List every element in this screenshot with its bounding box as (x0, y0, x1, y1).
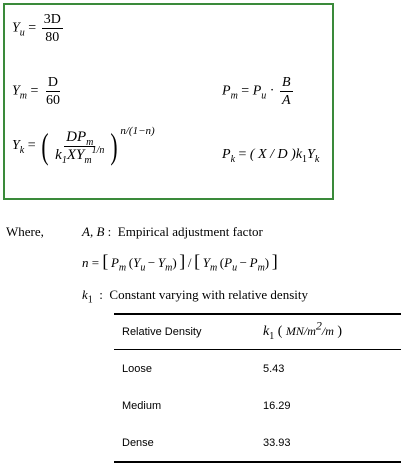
formula-pm-lhs: P (222, 83, 231, 99)
formula-pm-denominator: A (281, 93, 291, 108)
table-header-unit-per-m: /m (321, 324, 334, 338)
where-k-symbol: k (82, 287, 88, 302)
where-ab-colon: : (107, 224, 112, 239)
formula-n-lhs: n (82, 255, 89, 270)
formula-yu-sub: u (19, 27, 25, 39)
table-header-k-symbol: k (263, 324, 270, 339)
formula-yk-exponent: n/(1−n) (120, 125, 155, 137)
formula-yu-fraction (42, 12, 63, 45)
formula-yk-right-paren: ) (110, 126, 118, 166)
formula-pk-sub: k (230, 153, 236, 165)
formula-pk-k-sub: 1 (302, 153, 308, 165)
formula-yu-numerator: 3D (43, 12, 61, 27)
where-k-line (82, 287, 308, 306)
where-k-description: Constant varying with relative density (109, 287, 308, 302)
formula-pm-fraction (280, 75, 293, 108)
formula-ym-fraction (44, 75, 62, 108)
formula-yk-den-xy-sub: m (84, 154, 92, 166)
formula-yk-num-sub: m (86, 136, 94, 148)
formula-pk-paren: ( X / D ) (249, 147, 296, 162)
formula-yk: $Y_k$ = ( $\frac{DP_m}{k_1XY_m^{1/n}}$ ) $^{n/(1-n)}$ (12, 125, 155, 166)
formula-yk-denominator (53, 144, 106, 166)
formula-yk-num-text: DP (66, 128, 87, 145)
formula-pm-dot: · (269, 83, 275, 99)
formula-pm-sub: m (230, 90, 238, 102)
formula-yk-lhs: Y (12, 138, 20, 153)
formula-yk-fraction (53, 128, 106, 166)
table-cell-density: Dense (114, 424, 255, 462)
formula-pk-k: k (295, 147, 303, 162)
formula-pk-lhs: P (222, 147, 231, 162)
formula-pk-y: Y (307, 147, 315, 162)
table-cell-k1: 5.43 (263, 362, 285, 375)
table-cell-density: Loose (122, 362, 152, 375)
where-label: Where, (6, 224, 44, 239)
formula-yk-sub: k (19, 145, 25, 157)
formula-pk-y-sub: k (314, 153, 320, 165)
table-header-density: Relative Density (114, 314, 255, 350)
formula-ym-numerator: D (47, 75, 58, 90)
formula-pm-numerator: B (281, 75, 291, 90)
formula-pm-rhs-sub: u (261, 90, 267, 102)
formula-yu-denominator: 80 (45, 30, 60, 45)
table-cell-k1: 16.29 (263, 399, 291, 412)
formula-yk-left-paren: ( (41, 126, 49, 166)
where-ab-symbol: A, B (82, 224, 105, 239)
formula-ym-denominator: 60 (45, 93, 60, 108)
formula-n-equals: = (91, 255, 100, 270)
table-row (114, 387, 401, 424)
formula-pm: $P_m = P_u$ · $\frac{B}{A}$ (222, 75, 291, 108)
table-row (114, 350, 401, 388)
formula-yu-lhs: Y (12, 20, 20, 36)
formula-pk: $P_k$ = ( X / D )$k_1Y_k$ (222, 147, 320, 165)
formula-yk-den-xy: XY (66, 146, 85, 163)
table-cell-k1: 33.93 (255, 424, 401, 462)
formula-yk-den-xy-sup: 1/n (91, 144, 105, 156)
where-ab-line (82, 224, 263, 240)
table-header-unit-mn: MN (285, 324, 304, 338)
formula-yk-den-k: k (55, 146, 62, 163)
where-ab-description: Empirical adjustment factor (117, 224, 263, 239)
formula-ym-sub: m (19, 90, 28, 102)
formula-ym-lhs: Y (12, 83, 20, 99)
table-cell-density: Medium (122, 399, 162, 412)
table-row (114, 424, 401, 462)
table-header-unit-m: /m (303, 324, 316, 338)
density-table (114, 313, 401, 463)
table-header-k1: $k_1$ ( $MN/m^2/m$ ) (255, 314, 401, 350)
where-k-sub: 1 (87, 294, 93, 306)
formula-yk-den-k-sub: 1 (61, 154, 67, 166)
table-header-row (114, 314, 401, 350)
formula-n: n = [ $P_m$ $(Y_u - Y_m)$ ] / [ $Y_m$ $(P_u - P_m)$ ] (82, 251, 278, 274)
table-header-k-sub: 1 (269, 330, 275, 342)
formula-pm-rhs-p: P (252, 83, 262, 99)
formula-yu: $Y_u$ = $\frac{3D}{80}$ (12, 12, 61, 45)
table-header-unit-sup: 2 (315, 318, 322, 333)
where-k-colon: : (99, 287, 103, 302)
formula-ym: $Y_m$ = $\frac{D}{60}$ (12, 75, 60, 108)
